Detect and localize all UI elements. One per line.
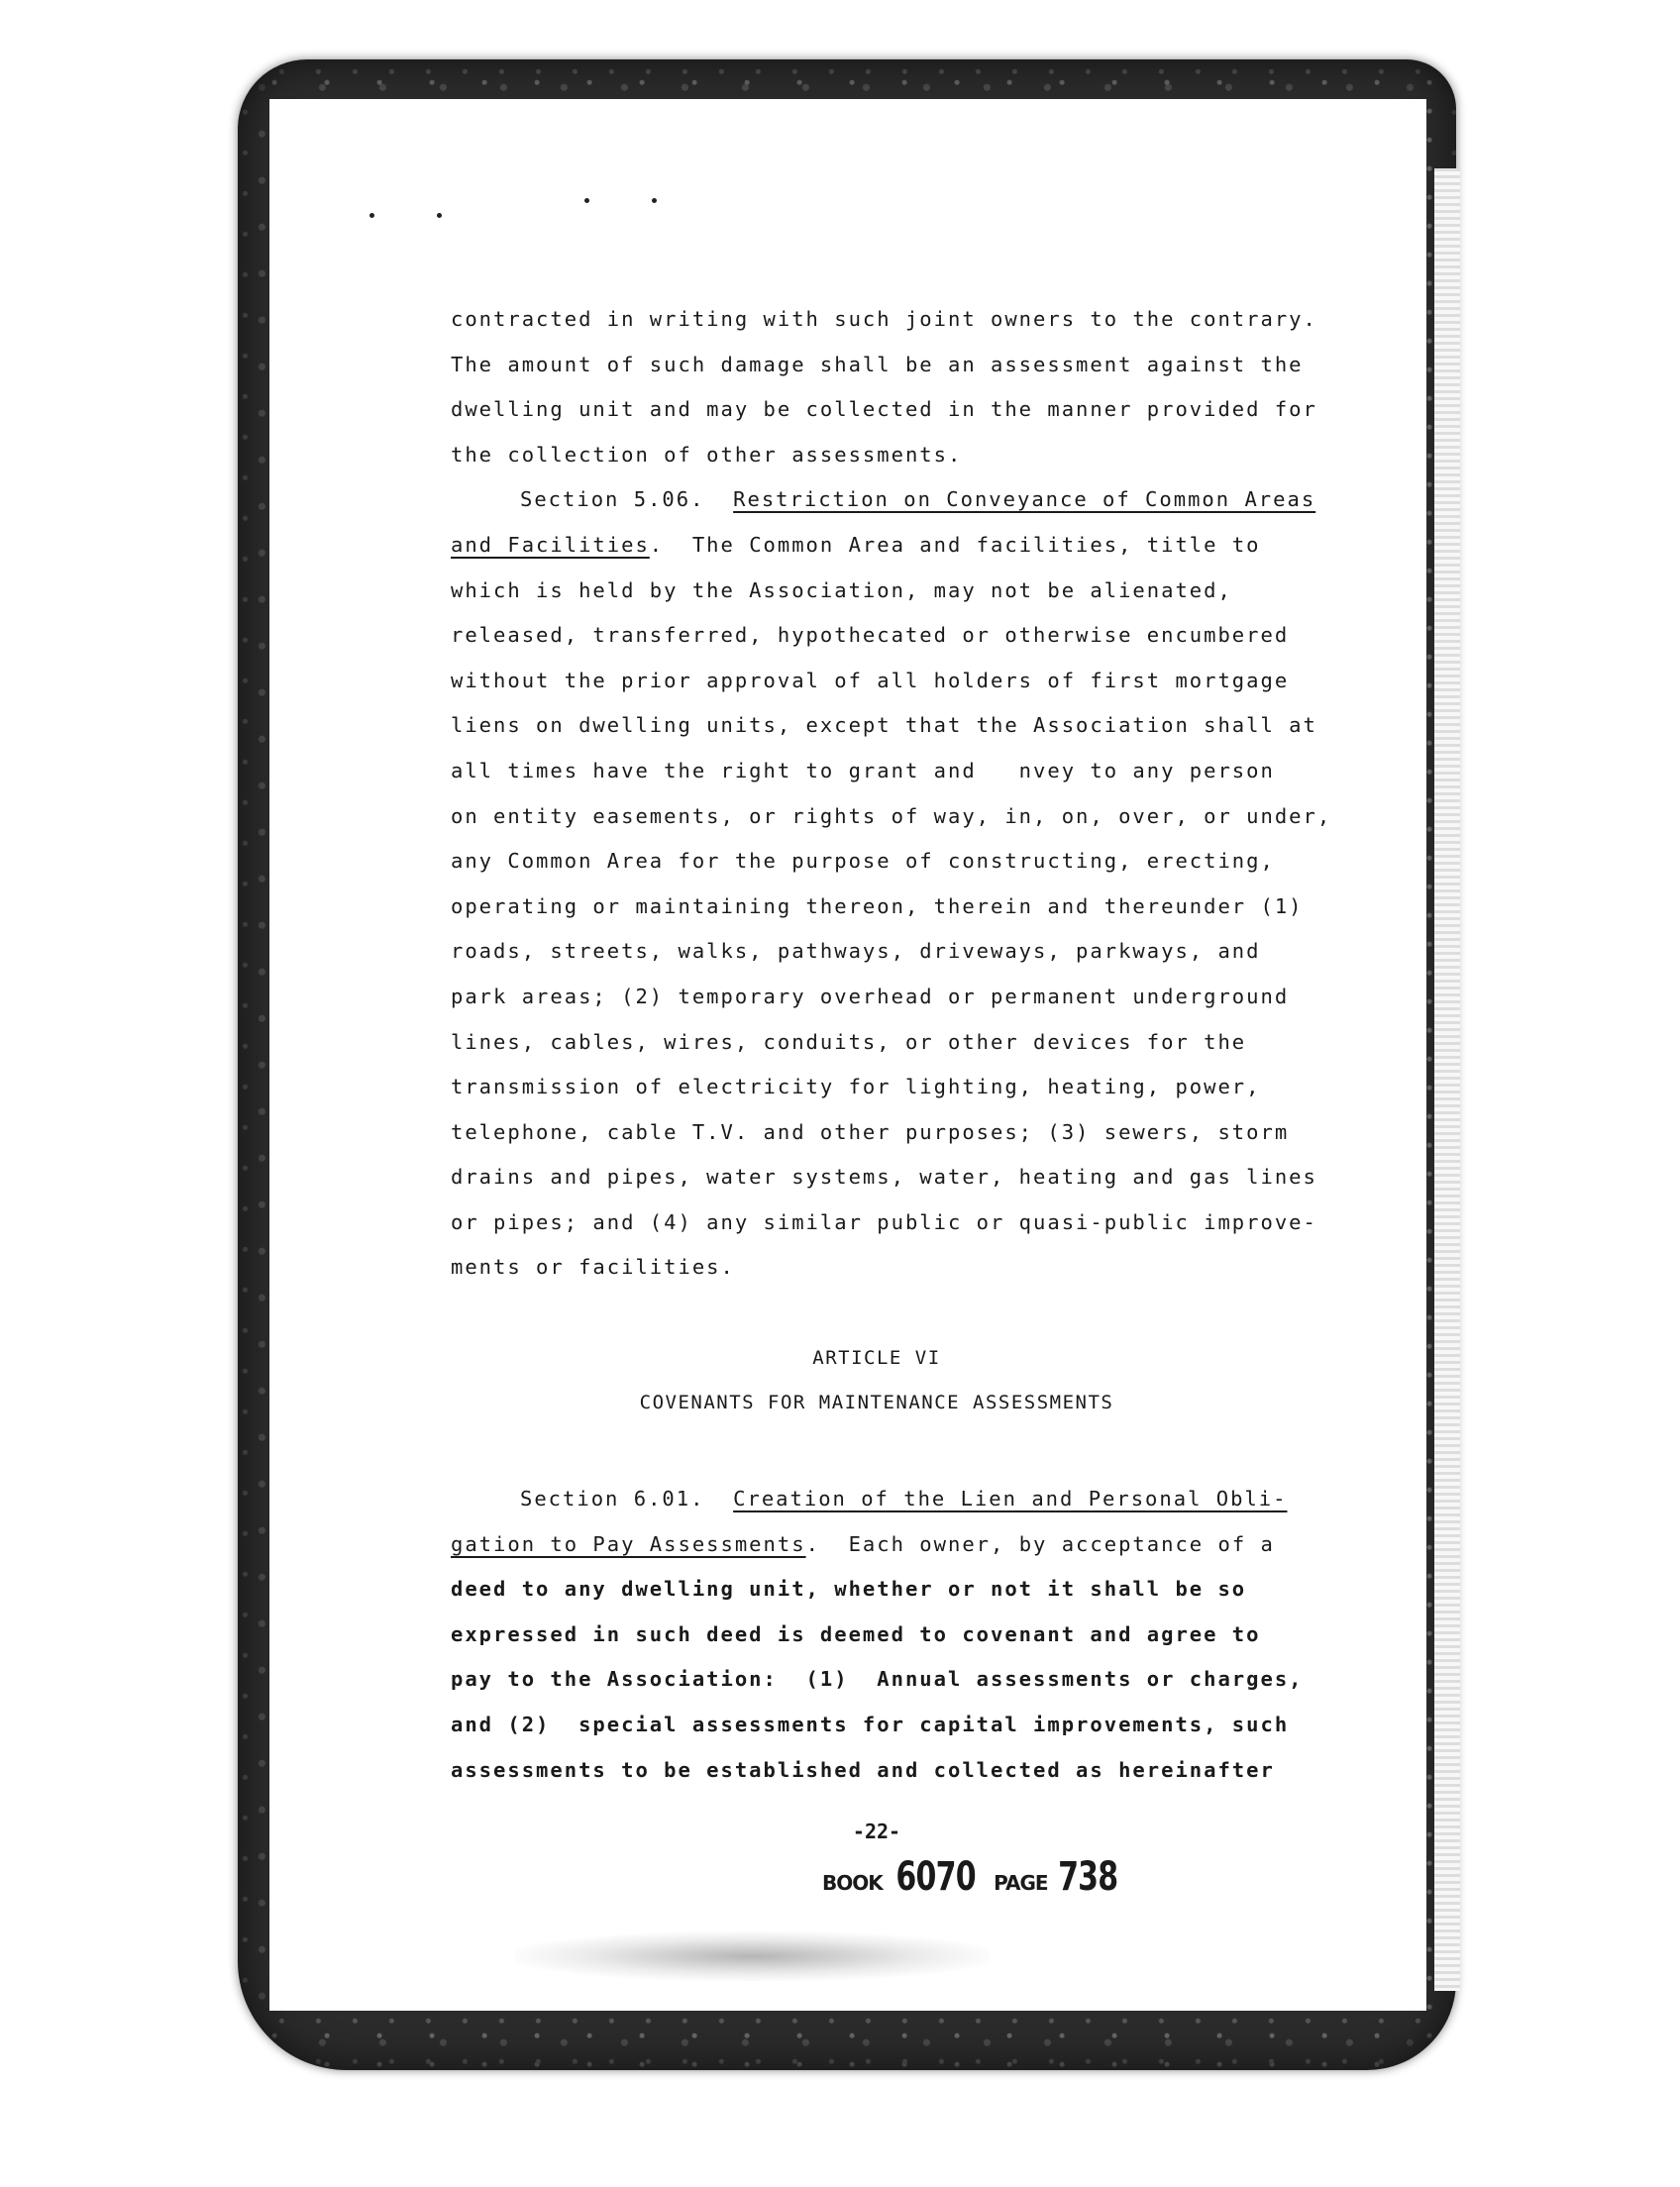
text-line bbox=[451, 387, 1317, 433]
section-heading: gation to Pay Assessments bbox=[451, 1531, 806, 1556]
line-text: and (2) special assessments for capital improvements, such bbox=[451, 1712, 1290, 1736]
line-text: dwelling unit and may be collected in the manner provided for bbox=[451, 397, 1317, 422]
text-line bbox=[451, 1522, 1303, 1568]
recording-stamp bbox=[822, 1854, 1127, 1900]
line-text: lines, cables, wires, conduits, or other devices for the bbox=[451, 1029, 1247, 1054]
section-heading: and Facilities bbox=[451, 532, 650, 557]
scan-speck bbox=[584, 198, 589, 203]
text-line bbox=[451, 1065, 1303, 1110]
line-text: transmission of electricity for lighting, heating, power, bbox=[451, 1075, 1261, 1099]
text-line bbox=[451, 1155, 1317, 1200]
book-number: 6070 bbox=[895, 1854, 976, 1900]
line-text: pay to the Association: (1) Annual assessments or charges, bbox=[451, 1667, 1304, 1692]
line-text: all times have the right to grant and nvey to any person bbox=[451, 758, 1275, 782]
text-line bbox=[451, 297, 1317, 343]
text-line bbox=[451, 794, 1332, 840]
text-line bbox=[451, 929, 1303, 975]
section-heading: Creation of the Lien and Personal Obli- bbox=[733, 1487, 1288, 1510]
text-line bbox=[451, 569, 1303, 614]
body-text-section-6 bbox=[451, 1477, 1303, 1793]
line-text: released, transferred, hypothecated or otherwise encumbered bbox=[451, 623, 1290, 648]
article-subtitle: COVENANTS FOR MAINTENANCE ASSESSMENTS bbox=[639, 1392, 1114, 1413]
line-text: The amount of such damage shall be an assessment against the bbox=[451, 352, 1304, 376]
article-title: ARTICLE VI bbox=[812, 1347, 941, 1369]
line-text: on entity easements, or rights of way, in, on, over, or under, bbox=[451, 803, 1332, 828]
line-text: assessments to be established and collected as hereinafter bbox=[451, 1757, 1275, 1782]
line-text: park areas; (2) temporary overhead or permanent underground bbox=[451, 984, 1290, 1008]
text-line bbox=[451, 1110, 1303, 1156]
scan-speck bbox=[437, 213, 442, 218]
line-text: drains and pipes, water systems, water, heating and gas lines bbox=[451, 1165, 1317, 1190]
scan-speck bbox=[369, 213, 374, 218]
text-line bbox=[451, 1613, 1303, 1658]
text-line bbox=[451, 703, 1317, 749]
line-text: telephone, cable T.V. and other purposes; (3) sewers, storm bbox=[451, 1119, 1290, 1144]
section-number: Section 6.01. bbox=[520, 1487, 734, 1510]
line-text: deed to any dwelling unit, whether or not it shall be so bbox=[451, 1577, 1247, 1602]
book-label: BOOK bbox=[822, 1871, 883, 1895]
section-number: Section 5.06. bbox=[520, 487, 734, 512]
text-line bbox=[451, 1657, 1303, 1703]
line-text: roads, streets, walks, pathways, driveways, parkways, and bbox=[451, 939, 1261, 964]
text-line bbox=[451, 1567, 1303, 1613]
line-text: or pipes; and (4) any similar public or quasi-public improve- bbox=[451, 1209, 1317, 1234]
text-line bbox=[451, 975, 1303, 1020]
line-text: expressed in such deed is deemed to covenant and agree to bbox=[451, 1621, 1261, 1646]
line-text: liens on dwelling units, except that the Association shall at bbox=[451, 713, 1317, 738]
text-line bbox=[451, 1245, 1303, 1291]
section-heading: Restriction on Conveyance of Common Areas bbox=[733, 487, 1316, 512]
scan-smudge bbox=[515, 1931, 991, 1981]
text-line bbox=[451, 1748, 1303, 1794]
text-line bbox=[451, 613, 1303, 659]
line-text: the collection of other assessments. bbox=[451, 442, 963, 467]
line-text: ments or facilities. bbox=[451, 1255, 735, 1280]
text-line bbox=[451, 433, 1303, 478]
line-text: contracted in writing with such joint owners to the contrary. bbox=[451, 307, 1317, 331]
text-line bbox=[451, 1703, 1303, 1748]
text-line bbox=[451, 749, 1303, 794]
page-label: PAGE bbox=[994, 1871, 1048, 1895]
page-edge-shadow bbox=[1434, 168, 1460, 1991]
text-line bbox=[451, 1020, 1303, 1066]
line-text: which is held by the Association, may not be alienated, bbox=[451, 577, 1232, 602]
line-text: . The Common Area and facilities, title to bbox=[649, 532, 1261, 557]
scan-speck bbox=[652, 198, 657, 203]
line-text: operating or maintaining thereon, therein and thereunder (1) bbox=[451, 893, 1304, 918]
text-line bbox=[451, 1477, 1303, 1522]
text-line bbox=[451, 1200, 1317, 1246]
line-text: any Common Area for the purpose of constructing, erecting, bbox=[451, 849, 1275, 874]
page-number: -22- bbox=[852, 1820, 901, 1843]
text-line bbox=[451, 659, 1303, 704]
line-text: without the prior approval of all holders of first mortgage bbox=[451, 668, 1290, 692]
line-text: . Each owner, by acceptance of a bbox=[805, 1531, 1275, 1556]
stamp-page-number: 738 bbox=[1057, 1854, 1117, 1900]
text-line bbox=[451, 477, 1316, 523]
text-line bbox=[451, 343, 1303, 388]
text-line bbox=[451, 885, 1303, 930]
text-line bbox=[451, 839, 1303, 885]
body-text-section-5 bbox=[451, 297, 1332, 1291]
text-line bbox=[451, 523, 1303, 569]
